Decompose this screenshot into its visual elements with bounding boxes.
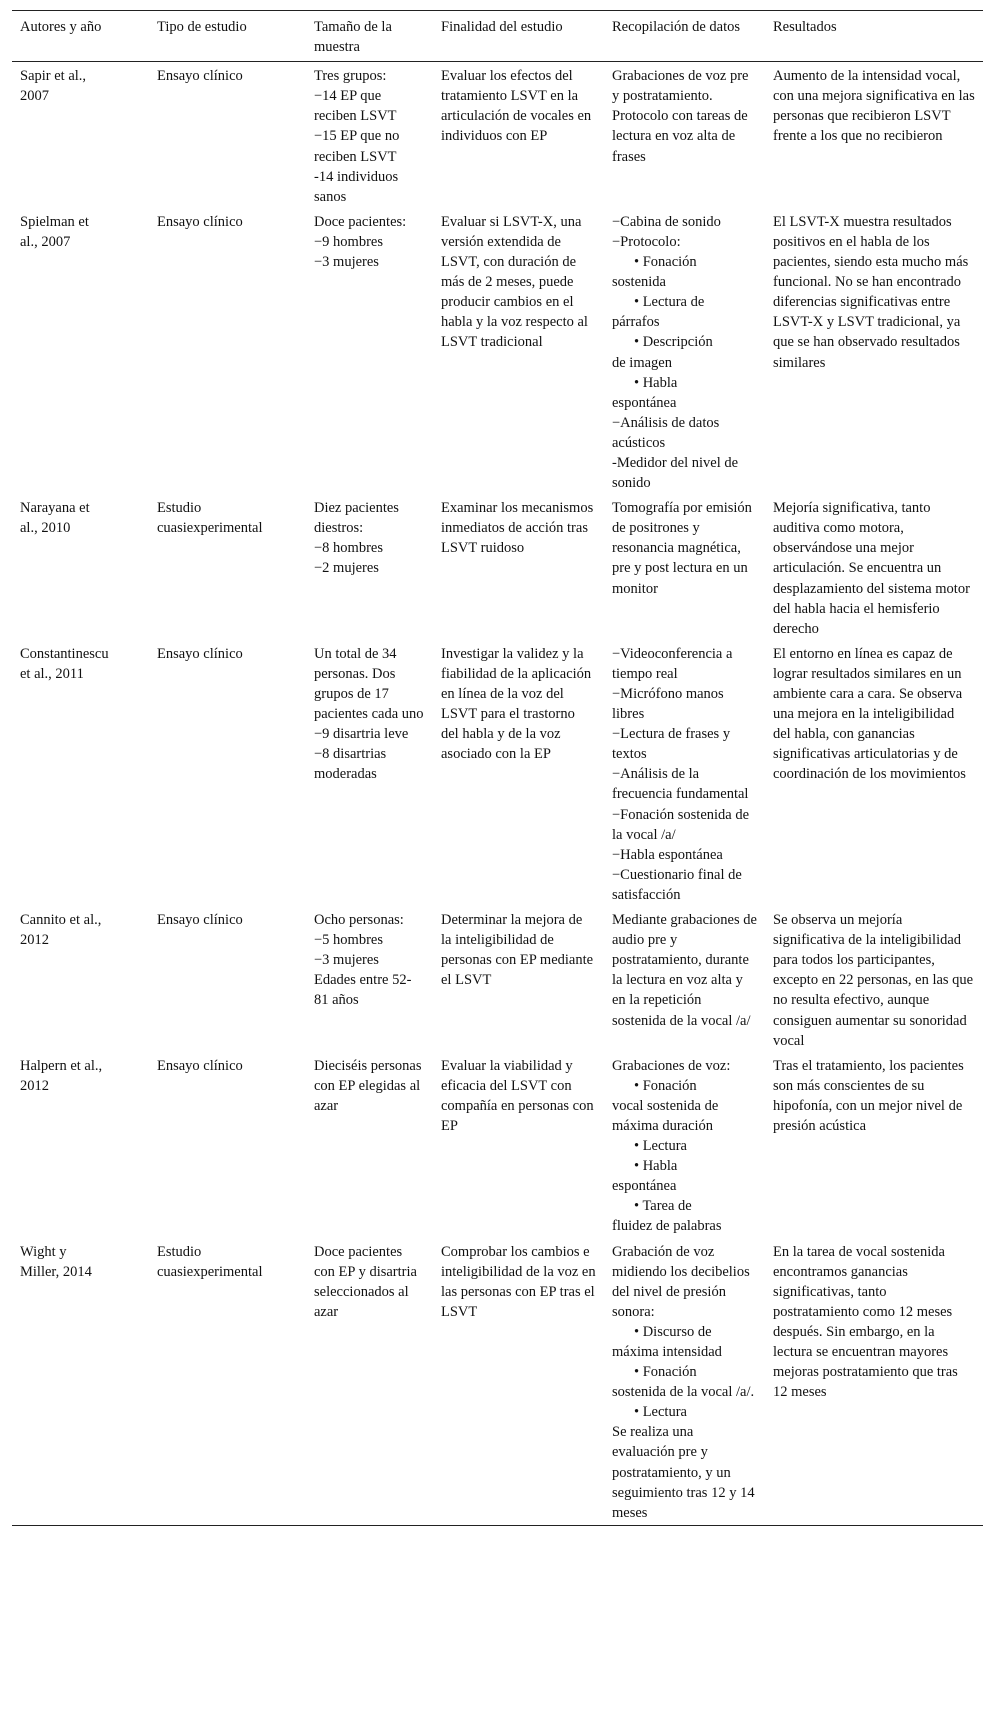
cell-line: Evaluar si LSVT-X, una versión extendida de LSVT, con duración de más de 2 meses, puede producir cambios en el habla y la voz respecto al LSVT tradicional (441, 213, 588, 351)
cell-sample (306, 641, 433, 907)
cell-authors (12, 641, 149, 907)
cell-line: fluidez de palabras (612, 1218, 722, 1235)
cell-line: Doce pacientes con EP y disartria seleccionados al azar (314, 1243, 417, 1320)
cell-aim (433, 907, 604, 1053)
cell-line: párrafos (612, 314, 660, 331)
cell-sample (306, 1239, 433, 1526)
cell-line: Diez pacientes diestros: (314, 500, 399, 537)
cell-line: −8 disartrias moderadas (314, 746, 387, 783)
cell-line: Sapir et al., (20, 68, 87, 85)
cell-line: Ensayo clínico (157, 213, 243, 230)
cell-type (149, 495, 306, 641)
cell-line: Miller, 2014 (20, 1263, 92, 1280)
cell-data (604, 1239, 765, 1526)
cell-line: • Fonación (634, 254, 697, 271)
cell-data (604, 495, 765, 641)
cell-line: −Protocolo: (612, 233, 681, 250)
cell-line: −Habla espontánea (612, 846, 723, 863)
cell-line: Investigar la validez y la fiabilidad de la aplicación en línea de la voz del LSVT para el trastorno del habla y de la voz asociado con la EP (441, 645, 592, 763)
cell-line: • Fonación (634, 1364, 697, 1381)
table-row (12, 62, 983, 209)
cell-line: −Lectura de frases y textos (612, 726, 731, 763)
cell-line: Estudio (157, 1243, 202, 1260)
cell-data (604, 1053, 765, 1239)
cell-line: Un total de 34 personas. Dos grupos de 17 pacientes cada uno (314, 645, 424, 723)
cell-authors (12, 495, 149, 641)
cell-line: • Fonación (634, 1077, 697, 1094)
table-body (12, 62, 983, 1526)
cell-line: Dieciséis personas con EP elegidas al azar (314, 1057, 422, 1114)
table-row (12, 907, 983, 1053)
cell-line: −3 mujeres (314, 254, 379, 271)
cell-line: Ocho personas: (314, 912, 404, 929)
cell-line: vocal sostenida de máxima duración (612, 1097, 719, 1134)
cell-line: −9 hombres (314, 233, 383, 250)
cell-aim (433, 495, 604, 641)
cell-line: −Videoconferencia a tiempo real (612, 645, 733, 682)
cell-aim (433, 1239, 604, 1526)
cell-line: −14 EP que reciben LSVT (314, 88, 397, 125)
cell-line: • Descripción (634, 334, 713, 351)
cell-line: espontánea (612, 1178, 677, 1195)
cell-line: −Cabina de sonido (612, 213, 721, 230)
header-sample: Tamaño de la muestra (306, 11, 433, 62)
cell-line: Narayana et (20, 500, 90, 517)
cell-line: • Habla (634, 374, 678, 391)
cell-line: −Fonación sostenida de la vocal /a/ (612, 806, 750, 843)
cell-sample (306, 907, 433, 1053)
cell-line: −Análisis de la frecuencia fundamental (612, 766, 749, 803)
table-row (12, 641, 983, 907)
cell-line: −9 disartria leve (314, 726, 409, 743)
cell-line: Tres grupos: (314, 68, 387, 85)
cell-line: Aumento de la intensidad vocal, con una mejora significativa en las personas que recibieron LSVT frente a los que no recibieron (773, 68, 975, 145)
cell-line: 2012 (20, 932, 49, 949)
cell-line: al., 2007 (20, 233, 71, 250)
cell-line: −5 hombres (314, 932, 383, 949)
cell-type (149, 209, 306, 495)
cell-authors (12, 1053, 149, 1239)
cell-aim (433, 641, 604, 907)
cell-authors (12, 907, 149, 1053)
cell-line: Ensayo clínico (157, 912, 243, 929)
cell-line: Ensayo clínico (157, 68, 243, 85)
cell-line: Se observa un mejoría significativa de la inteligibilidad para todos los participantes, excepto en 22 personas, en las que no resulta efectivo, aunque consiguen aumentar su sonoridad vocal (773, 912, 974, 1049)
cell-data (604, 641, 765, 907)
cell-line: −8 hombres (314, 540, 383, 557)
cell-line: Edades entre 52-81 años (314, 972, 412, 1009)
cell-data (604, 907, 765, 1053)
cell-line: Evaluar los efectos del tratamiento LSVT en la articulación de vocales en individuos con EP (441, 68, 592, 145)
header-results: Resultados (765, 11, 983, 62)
cell-line: • Habla (634, 1158, 678, 1175)
cell-line: 2012 (20, 1077, 49, 1094)
header-data: Recopilación de datos (604, 11, 765, 62)
cell-line: −3 mujeres (314, 952, 379, 969)
cell-line: • Lectura (634, 1138, 687, 1155)
cell-line: • Lectura (634, 1404, 687, 1421)
cell-line: espontánea (612, 394, 677, 411)
cell-type (149, 1053, 306, 1239)
cell-line: Ensayo clínico (157, 645, 243, 662)
cell-type (149, 641, 306, 907)
cell-type (149, 1239, 306, 1526)
cell-results (765, 209, 983, 495)
cell-line: de imagen (612, 354, 672, 371)
cell-line: Doce pacientes: (314, 213, 407, 230)
cell-sample (306, 62, 433, 209)
cell-type (149, 907, 306, 1053)
cell-results (765, 641, 983, 907)
cell-line: −Análisis de datos acústicos (612, 414, 720, 451)
table-row (12, 1053, 983, 1239)
cell-line: Determinar la mejora de la inteligibilidad de personas con EP mediante el LSVT (441, 912, 594, 989)
cell-line: −Micrófono manos libres (612, 686, 724, 723)
cell-line: sostenida (612, 274, 666, 291)
cell-line: Mejoría significativa, tanto auditiva como motora, observándose una mejor articulación. Se encuentra un desplazamiento del sistema motor del habla hacia el hemisferio derecho (773, 500, 970, 637)
cell-line: −2 mujeres (314, 560, 379, 577)
table-row (12, 495, 983, 641)
table-row (12, 209, 983, 495)
cell-results (765, 907, 983, 1053)
cell-line: • Discurso de (634, 1323, 712, 1340)
cell-line: al., 2010 (20, 520, 71, 537)
cell-line: Se realiza una evaluación pre y postratamiento, y un seguimiento tras 12 y 14 meses (612, 1424, 755, 1521)
cell-line: Tras el tratamiento, los pacientes son más conscientes de su hipofonía, con un mejor nivel de presión acústica (773, 1057, 964, 1134)
cell-line: Ensayo clínico (157, 1057, 243, 1074)
cell-sample (306, 1053, 433, 1239)
cell-data (604, 209, 765, 495)
cell-line: et al., 2011 (20, 665, 84, 682)
cell-line: Spielman et (20, 213, 89, 230)
cell-line: Halpern et al., (20, 1057, 103, 1074)
header-row (12, 11, 983, 62)
table-container (12, 10, 983, 1526)
cell-line: Grabaciones de voz: (612, 1057, 731, 1074)
cell-sample (306, 209, 433, 495)
cell-type (149, 62, 306, 209)
cell-line: Grabaciones de voz pre y postratamiento. Protocolo con tareas de lectura en voz alta de frases (612, 68, 749, 165)
cell-line: En la tarea de vocal sostenida encontramos ganancias significativas, tanto postratamiento como 12 meses después. Sin embargo, en la lectura se encuentran mayores mejoras postratamiento que tras 12 meses (773, 1243, 958, 1401)
header-authors: Autores y año (12, 11, 149, 62)
cell-results (765, 1053, 983, 1239)
cell-line: Constantinescu (20, 645, 109, 662)
cell-line: -14 individuos sanos (314, 168, 399, 205)
cell-line: cuasiexperimental (157, 520, 263, 537)
cell-line: Grabación de voz midiendo los decibelios del nivel de presión sonora: (612, 1243, 750, 1320)
cell-line: Comprobar los cambios e inteligibilidad de la voz en las personas con EP tras el LSVT (441, 1243, 596, 1320)
cell-aim (433, 62, 604, 209)
cell-line: Estudio (157, 500, 202, 517)
cell-line: -Medidor del nivel de sonido (612, 454, 739, 492)
cell-results (765, 62, 983, 209)
cell-sample (306, 495, 433, 641)
cell-line: Cannito et al., (20, 912, 102, 929)
cell-line: Mediante grabaciones de audio pre y postratamiento, durante la lectura en voz alta y en la repetición sostenida de la vocal /a/ (612, 912, 757, 1029)
cell-line: −15 EP que no reciben LSVT (314, 128, 400, 165)
cell-line: El entorno en línea es capaz de lograr resultados similares en un ambiente cara a cara. Se observa una mejora en la inteligibilidad del habla, con ganancias significativas articulatorias y de coordinación de los movimientos (773, 645, 966, 783)
cell-aim (433, 209, 604, 495)
cell-line: cuasiexperimental (157, 1263, 263, 1280)
cell-results (765, 495, 983, 641)
cell-authors (12, 1239, 149, 1526)
header-aim: Finalidad del estudio (433, 11, 604, 62)
cell-line: máxima intensidad (612, 1344, 722, 1360)
cell-authors (12, 62, 149, 209)
cell-line: sostenida de la vocal /a/. (612, 1384, 755, 1401)
cell-line: • Lectura de (634, 294, 705, 311)
header-type: Tipo de estudio (149, 11, 306, 62)
studies-table (12, 10, 983, 1526)
cell-data (604, 62, 765, 209)
cell-aim (433, 1053, 604, 1239)
cell-line: −Cuestionario final de satisfacción (612, 866, 742, 903)
cell-line: Wight y (20, 1243, 67, 1260)
cell-authors (12, 209, 149, 495)
cell-line: El LSVT-X muestra resultados positivos en el habla de los pacientes, siendo esta mucho más funcional. No se han encontrado diferencias significativas entre LSVT-X y LSVT tradicional, ya que se han observado resultados similares (773, 213, 969, 371)
cell-line: Tomografía por emisión de positrones y resonancia magnética, pre y post lectura en un monitor (612, 500, 752, 597)
table-row (12, 1239, 983, 1526)
cell-line: Examinar los mecanismos inmediatos de acción tras LSVT ruidoso (441, 500, 594, 557)
cell-line: Evaluar la viabilidad y eficacia del LSVT con compañía en personas con EP (441, 1057, 594, 1134)
cell-results (765, 1239, 983, 1526)
cell-line: 2007 (20, 88, 49, 105)
cell-line: • Tarea de (634, 1198, 692, 1215)
